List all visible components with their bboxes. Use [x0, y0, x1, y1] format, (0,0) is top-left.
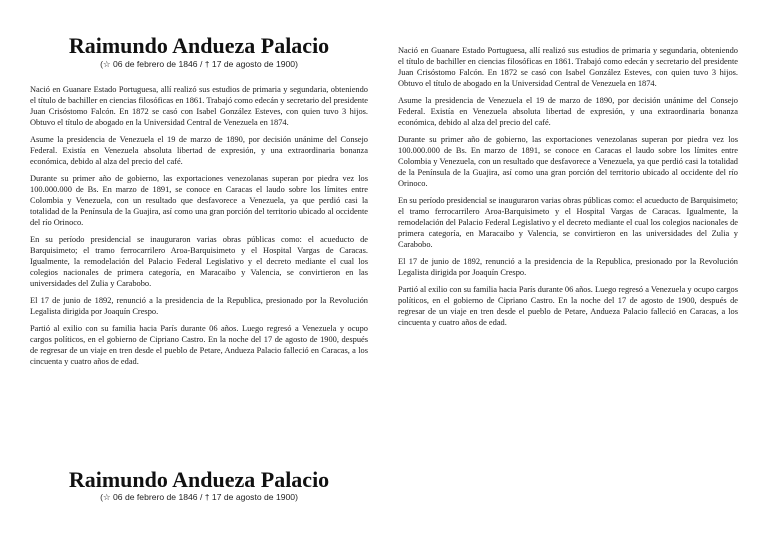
paragraph-exile-copy: Partió al exilio con su familia hacia París durante 06 años. Luego regresó a Venezuela y ocupo cargos políticos, en el gobierno de Cipriano Castro. En la noche del 17 de agosto de 1900, después de regresar de un viaje en tren desde el pueblo de Petare, Andueza Palacio falleció en Caracas, a los cincuenta y cuatro años de edad.	[398, 285, 738, 327]
page-title-repeat: Raimundo Andueza Palacio	[68, 467, 330, 492]
paragraph-resignation-copy: El 17 de junio de 1892, renunció a la presidencia de la Republica, presionado por la Revolución Legalista dirigida por Joaquín Crespo.	[398, 257, 738, 277]
biography-body-copy	[398, 45, 738, 334]
paragraph-presidency: Asume la presidencia de Venezuela el 19 de marzo de 1890, por decisión unánime del Consejo Federal. Existía en Venezuela absoluta libertad de expresión, y una extraordinaria bonanza económica, debido al alza del precio del café.	[30, 135, 368, 166]
paragraph-presidency-copy: Asume la presidencia de Venezuela el 19 de marzo de 1890, por decisión unánime del Consejo Federal. Existía en Venezuela absoluta libertad de expresión, y una extraordinaria bonanza económica, debido al alza del precio del café.	[398, 96, 738, 127]
paragraph-first-year-copy: Durante su primer año de gobierno, las exportaciones venezolanas superan por piedra vez los 100.000.000 de Bs. En marzo de 1891, se conoce en Caracas el laudo sobre los límites entre Colombia y Venezuela, con un resultado que desfavorece a Venezuela, ya que perdió casi la totalidad de la Península de la Guajira, así como una gran porción del territorio ubicado al occidente del río Orinoco.	[398, 135, 738, 188]
paragraph-exile: Partió al exilio con su familia hacia París durante 06 años. Luego regresó a Venezuela y ocupo cargos políticos, en el gobierno de Cipriano Castro. En la noche del 17 de agosto de 1900, después de regresar de un viaje en tren desde el pueblo de Petare, Andueza Palacio falleció en Caracas, a los cincuenta y cuatro años de edad.	[30, 324, 368, 366]
paragraph-resignation: El 17 de junio de 1892, renunció a la presidencia de la Republica, presionado por la Revolución Legalista dirigida por Joaquín Crespo.	[30, 296, 368, 316]
page-title: Raimundo Andueza Palacio	[68, 33, 330, 58]
life-dates-repeat: (☆ 06 de febrero de 1846 / † 17 de agosto de 1900)	[100, 492, 298, 502]
paragraph-birth: Nació en Guanare Estado Portuguesa, allí realizó sus estudios de primaria y segundaria, obteniendo el título de bachiller en ciencias filosóficas en 1861. Trabajó como edecán y secretario del presidente Juan Crisóstomo Falcón. En 1872 se casó con Isabel González Esteves, con quien tuvo 3 hijos. Obtuvo el título de abogado en la Universidad Central de Venezuela en 1874.	[30, 85, 368, 127]
paragraph-public-works-copy: En su período presidencial se inauguraron varias obras públicas como: el acueducto de Barquisimeto; el tramo ferrocarrilero Aroa-Barquisimeto y el Hospital Vargas de Caracas. Igualmente, la remodelación del Palacio Federal Legislativo y el decreto mediante el cual los colegios nacionales de primera categoría, en Maracaibo y Valencia, se convirtieron en las universidades del Zulia y Carabobo.	[398, 196, 738, 249]
paragraph-birth-copy: Nació en Guanare Estado Portuguesa, allí realizó sus estudios de primaria y segundaria, obteniendo el título de bachiller en ciencias filosóficas en 1861. Trabajó como edecán y secretario del presidente Juan Crisóstomo Falcón. En 1872 se casó con Isabel González Esteves, con quien tuvo 3 hijos. Obtuvo el título de abogado en la Universidad Central de Venezuela en 1874.	[398, 46, 738, 88]
biography-body	[30, 84, 368, 373]
paragraph-public-works: En su período presidencial se inauguraron varias obras públicas como: el acueducto de Barquisimeto; el tramo ferrocarrilero Aroa-Barquisimeto y el Hospital Vargas de Caracas. Igualmente, la remodelación del Palacio Federal Legislativo y el decreto mediante el cual los colegios nacionales de primera categoría, en Maracaibo y Valencia, se convirtieron en las universidades del Zulia y Carabobo.	[30, 235, 368, 288]
paragraph-first-year: Durante su primer año de gobierno, las exportaciones venezolanas superan por piedra vez los 100.000.000 de Bs. En marzo de 1891, se conoce en Caracas el laudo sobre los límites entre Colombia y Venezuela, con un resultado que desfavorece a Venezuela, ya que perdió casi la totalidad de la Península de la Guajira, así como una gran porción del territorio ubicado al occidente del río Orinoco.	[30, 174, 368, 227]
life-dates: (☆ 06 de febrero de 1846 / † 17 de agosto de 1900)	[100, 59, 298, 69]
